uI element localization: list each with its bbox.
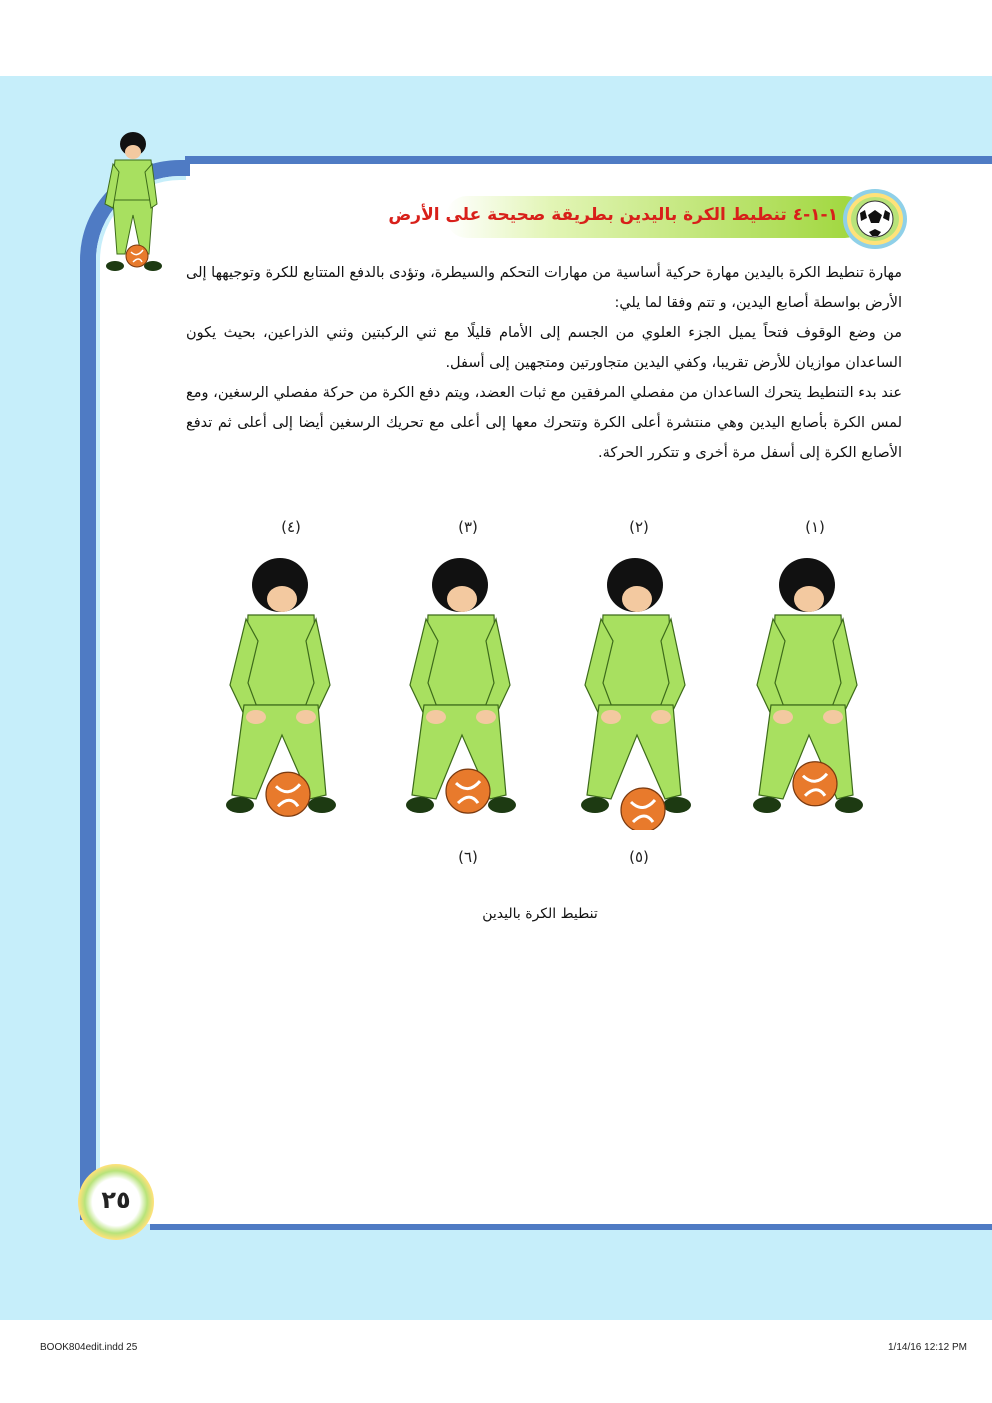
frame-left-inner-line [96,176,186,1224]
page-number: ٢٥ [101,1186,131,1214]
section-heading: ١-١-٤ تنطيط الكرة باليدين بطريقة صحيحة على الأرض [388,205,838,225]
page-number-badge [78,1164,154,1240]
football-badge-icon [842,188,908,250]
body-text [186,258,902,468]
figure-label-1: (١) [805,518,825,536]
footer-file-name: BOOK804edit.indd 25 [40,1342,138,1353]
corner-player-illustration [95,130,170,280]
figure-label-2: (٢) [629,518,649,536]
figure-caption: تنطيط الكرة باليدين [482,906,598,922]
player-figure-2 [573,555,703,830]
figure-label-6: (٦) [458,848,478,866]
figure-label-5: (٥) [629,848,649,866]
frame-top-border [185,156,992,164]
section-heading-bar [388,196,866,238]
player-figure-4 [218,555,348,830]
player-figure-3 [398,555,528,830]
paragraph-intro: مهارة تنطيط الكرة باليدين مهارة حركية أساسية من مهارات التحكم والسيطرة، وتؤدى بالدفع المتتابع للكرة وتوجيهها إلى الأرض بواسطة أصابع اليدين، و تتم وفقا لما يلي: [186,265,902,311]
footer-timestamp: 1/14/16 12:12 PM [888,1342,967,1353]
figure-label-3: (٣) [458,518,478,536]
figure-label-4: (٤) [281,518,301,536]
frame-bottom-border [150,1224,992,1230]
paragraph-dribble: عند بدء التنطيط يتحرك الساعدان من مفصلي المرفقين مع ثبات العضد، ويتم دفع الكرة من حركة مفصلي الرسغين، ومع لمس الكرة بأصابع اليدين وهي منتشرة أعلى الكرة وتتحرك معها إلى أعلى مع تحريك الرسغين أيضا إلى أعلى ثم تدفع الأصابع الكرة إلى أسفل مرة أخرى و تتكرر الحركة. [186,385,902,461]
player-figure-1 [745,555,875,830]
paragraph-stance: من وضع الوقوف فتحاً يميل الجزء العلوي من الجسم إلى الأمام قليلًا مع ثني الركبتين وثني الذراعين، بحيث يكون الساعدان موازيان للأرض تقريبا، وكفي اليدين متجاورتين ومتجهين إلى أسفل. [186,325,902,371]
